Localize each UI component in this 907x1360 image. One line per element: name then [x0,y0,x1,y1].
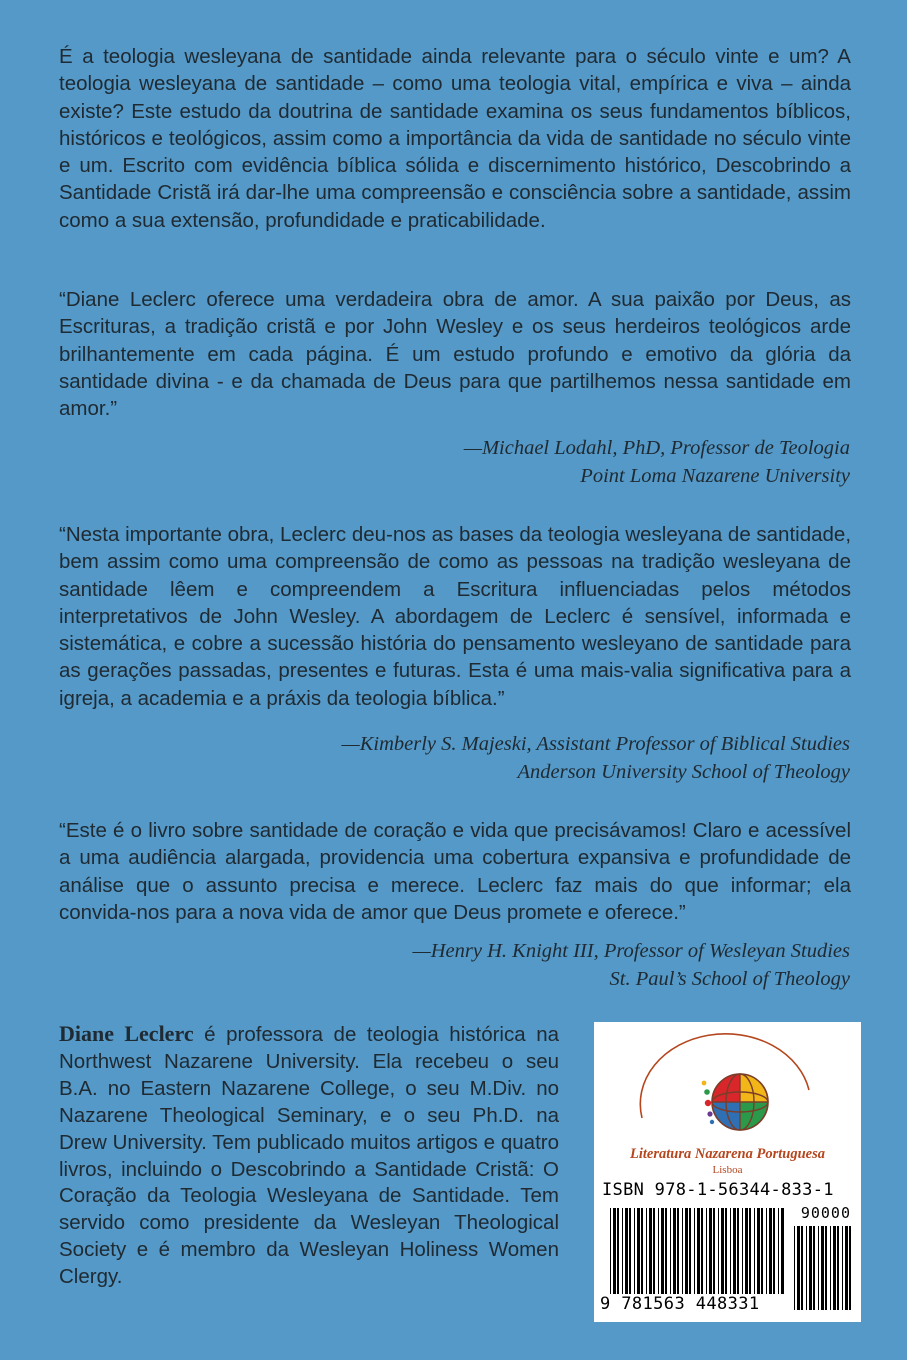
author-bio-text: é professora de teologia histórica na Northwest Nazarene University. Ela recebeu o seu B.A. no Eastern Nazarene College, o seu M.Div. no Nazarene Theological Seminary, e o seu Ph.D. na Drew University. Tem publicado muitos artigos e quatro livros, incluindo o Descobrindo a Santidade Cristã: O Coração da Teologia Wesleyana de Santidade. Tem servido como presidente da Wesleyan Theological Society e é membro da Wesleyan Holiness Women Clergy. [59,1023,559,1289]
blurb-quote-1: “Diane Leclerc oferece uma verdadeira obra de amor. A sua paixão por Deus, as Escrituras, a tradição cristã e por John Wesley e os seus herdeiros teológicos arde brilhantemente em cada página. É um estudo profundo e emotivo da glória da santidade divina - e da chamada de Deus para que partilhemos nessa santidade em amor.” [59,288,851,421]
blurb-affiliation-1: Point Loma Nazarene University [580,464,850,487]
price-code: 90000 [800,1204,851,1222]
globe-icon [594,1032,861,1142]
blurb-attribution-3 [150,938,850,993]
intro-paragraph: É a teologia wesleyana de santidade ainda relevante para o século vinte e um? A teologia wesleyana de santidade – como uma teologia vital, empírica e viva – ainda existe? Este estudo da doutrina de santidade examina os seus fundamentos bíblicos, históricos e teológicos, assim como a importância da vida de santidade no século vinte e um. Escrito com evidência bíblica sólida e discernimento histórico, Descobrindo a Santidade Cristã irá dar-lhe uma compreensão e consciência sobre a santidade, assim como a sua extensão, profundidade e praticabilidade. [59,45,851,232]
blurb-author-1: —Michael Lodahl, PhD, Professor de Teologia [463,437,850,459]
isbn-label: ISBN 978-1-56344-833-1 [602,1180,834,1200]
blurb-affiliation-2: Anderson University School of Theology [517,760,850,783]
blurb-author-2: —Kimberly S. Majeski, Assistant Professor of Biblical Studies [341,733,850,755]
blurb-attribution-1 [150,435,850,490]
blurb-author-3: —Henry H. Knight III, Professor of Wesleyan Studies [412,940,850,962]
blurb-affiliation-3: St. Paul’s School of Theology [609,967,850,990]
blurb-attribution-2 [150,731,850,786]
publisher-name: Literatura Nazarena Portuguesa [630,1146,825,1162]
publisher-city: Lisboa [712,1164,743,1176]
author-bio [59,1021,559,1291]
blurb-quote-2: “Nesta importante obra, Leclerc deu-nos as bases da teologia wesleyana de santidade, bem assim como uma compreensão de como as pessoas na tradição wesleyana de santidade lêem e compreendem a Escritura influenciadas pelos métodos interpretativos de John Wesley. A abordagem de Leclerc é sensível, informada e sistemática, e cobre a sucessão história do pensamento wesleyano de santidade para as gerações passadas, presentes e futuras. Esta é uma mais-valia significativa para a igreja, a academia e a práxis da teologia bíblica.” [59,523,852,710]
publisher-barcode-box [594,1022,861,1322]
blurb-quote-3: “Este é o livro sobre santidade de coração e vida que precisávamos! Claro e acessível a uma audiência alargada, providencia uma cobertura expansiva e profundidade de análise que o assunto precisa e merece. Leclerc faz mais do que informar; ela convida-nos para a nova vida de amor que Deus promete e oferece.” [59,819,851,924]
ean-digits: 9 781563 448331 [600,1294,760,1314]
author-name: Diane Leclerc [59,1021,194,1046]
